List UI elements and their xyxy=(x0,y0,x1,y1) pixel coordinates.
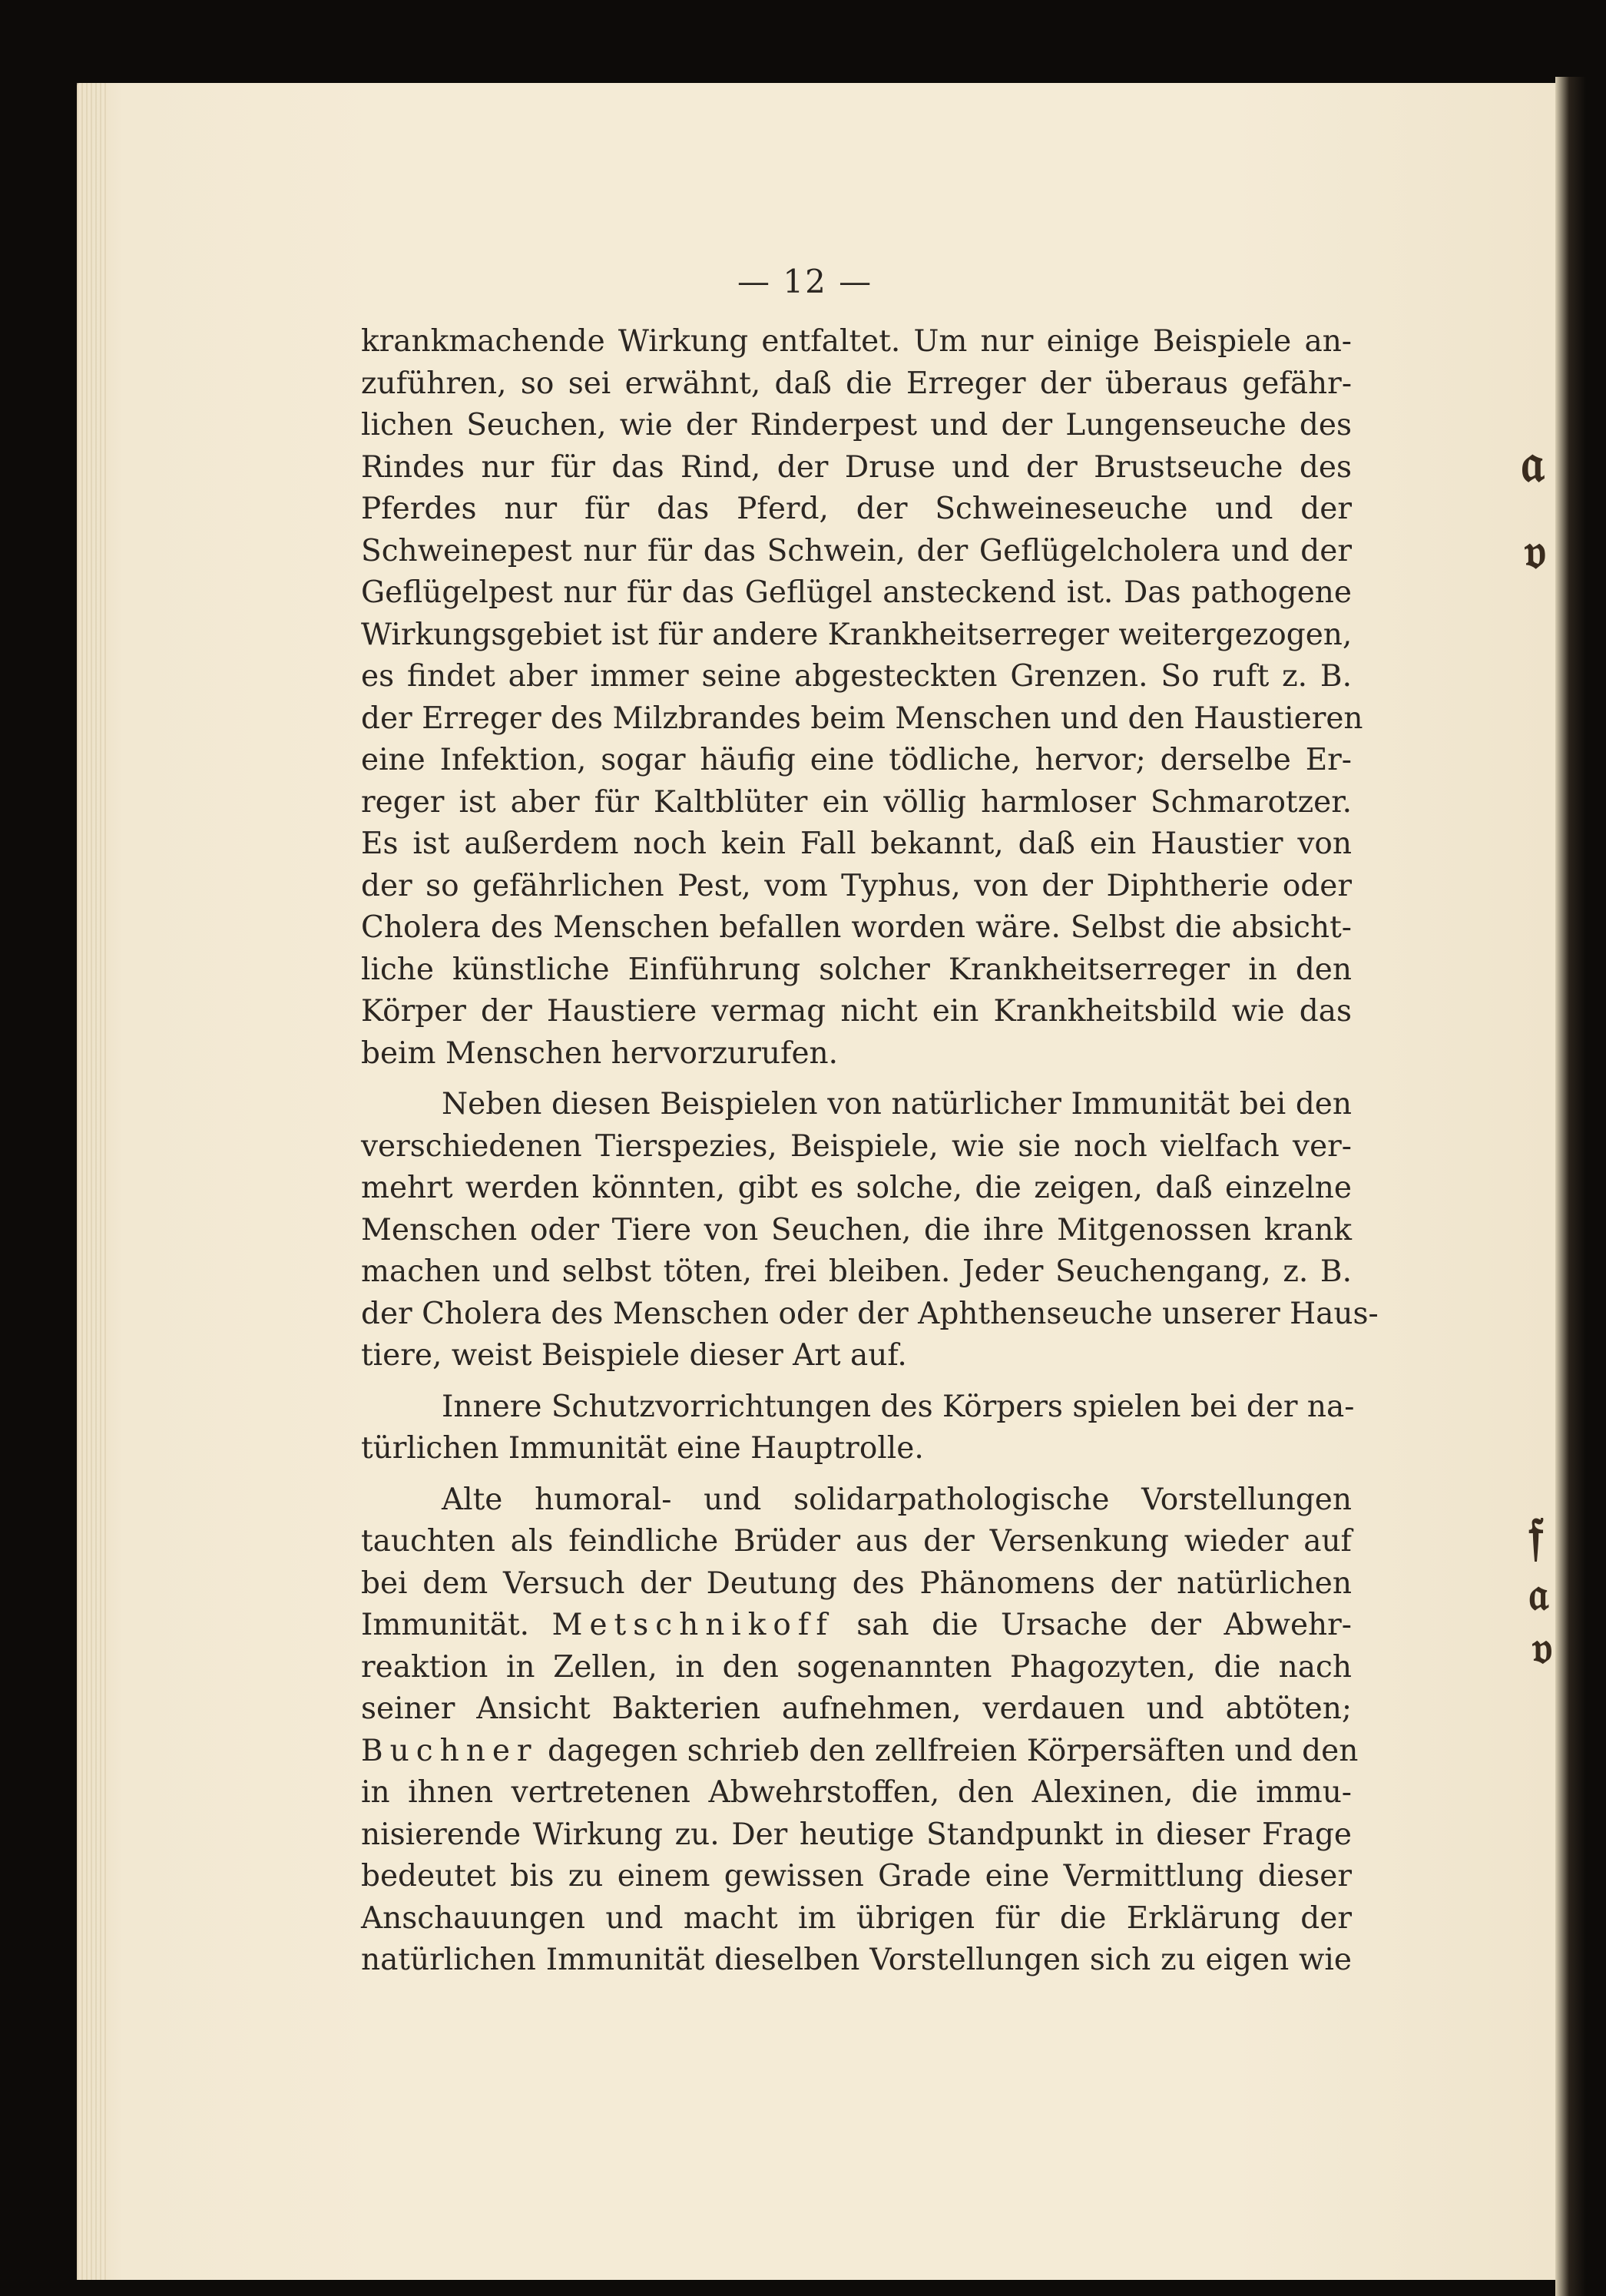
margin-mark: 𝔳 xyxy=(1532,1621,1553,1675)
page-number: — 12 — xyxy=(737,263,873,300)
text-line: nisierende Wirkung zu. Der heutige Standpunkt in dieser Frage xyxy=(361,1817,1352,1852)
text-line: Buchner dagegen schrieb den zellfreien Körpersäften und den xyxy=(361,1733,1359,1768)
text-line: natürlichen Immunität dieselben Vorstellungen sich zu eigen wie xyxy=(361,1943,1352,1977)
text-line: bedeutet bis zu einem gewissen Grade eine Vermittlung dieser xyxy=(361,1859,1352,1893)
text-line: Rindes nur für das Rind, der Druse und der Brustseuche des xyxy=(361,449,1352,485)
text-line: reaktion in Zellen, in den sogenannten Phagozyten, die nach xyxy=(361,1649,1352,1685)
text-line: bei dem Versuch der Deutung des Phänomens der natürlichen xyxy=(361,1565,1352,1601)
text-line: verschiedenen Tierspezies, Beispiele, wie sie noch vielfach ver- xyxy=(361,1128,1352,1164)
text-line: Neben diesen Beispielen von natürlicher Immunität bei den xyxy=(442,1087,1352,1121)
text-line: türlichen Immunität eine Hauptrolle. xyxy=(361,1431,924,1466)
text-line: beim Menschen hervorzurufen. xyxy=(361,1035,839,1071)
page-stack-edges xyxy=(77,83,108,2280)
text-line: Cholera des Menschen befallen worden wäre. Selbst die absicht- xyxy=(361,910,1352,945)
text-line: Immunität. Metschnikoff sah die Ursache der Abwehr- xyxy=(361,1608,1352,1642)
text-line: krankmachende Wirkung entfaltet. Um nur einige Beispiele an- xyxy=(361,324,1352,359)
text-line: Pferdes nur für das Pferd, der Schweineseuche und der xyxy=(361,492,1352,526)
text-line: reger ist aber für Kaltblüter ein völlig harmloser Schmarotzer. xyxy=(361,784,1352,820)
text-line: der Erreger des Milzbrandes beim Menschen und den Haustieren xyxy=(361,701,1363,736)
text-line: Wirkungsgebiet ist für andere Krankheitserreger weitergezogen, xyxy=(361,617,1353,652)
text-line: tiere, weist Beispiele dieser Art auf. xyxy=(361,1338,907,1373)
margin-mark: 𝔳 xyxy=(1525,522,1547,580)
text-line: der so gefährlichen Pest, vom Typhus, von der Diphtherie oder xyxy=(361,868,1352,903)
text-line: Anschauungen und macht im übrigen für die Erklärung der xyxy=(361,1900,1352,1936)
text-line: in ihnen vertretenen Abwehrstoffen, den Alexinen, die immu- xyxy=(361,1775,1352,1810)
book-spine-edge xyxy=(1555,77,1606,2296)
margin-mark: 𝔞 xyxy=(1521,430,1545,494)
text-line: seiner Ansicht Bakterien aufnehmen, verdauen und abtöten; xyxy=(361,1691,1352,1726)
margin-mark: 𝔣 xyxy=(1528,1506,1544,1565)
text-line: Körper der Haustiere vermag nicht ein Krankheitsbild wie das xyxy=(361,994,1352,1029)
author-name: Metschnikoff xyxy=(551,1608,834,1642)
text-line: lichen Seuchen, wie der Rinderpest und der Lungenseuche des xyxy=(361,408,1352,442)
text-line: liche künstliche Einführung solcher Krankheitserreger in den xyxy=(361,952,1352,987)
text-line: Alte humoral- und solidarpathologische Vorstellungen xyxy=(442,1482,1352,1517)
body-text xyxy=(361,321,1379,1982)
text-line: tauchten als feindliche Brüder aus der Versenkung wieder auf xyxy=(361,1524,1352,1559)
author-name: Buchner xyxy=(361,1733,538,1768)
text-line: es findet aber immer seine abgesteckten Grenzen. So ruft z. B. xyxy=(361,659,1352,694)
margin-mark: 𝔞 xyxy=(1528,1567,1549,1621)
text-line: Menschen oder Tiere von Seuchen, die ihre Mitgenossen krank xyxy=(361,1212,1352,1247)
text-line: Schweinepest nur für das Schwein, der Geflügelcholera und der xyxy=(361,533,1352,568)
text-line: Innere Schutzvorrichtungen des Körpers spielen bei der na- xyxy=(442,1389,1355,1424)
text-line: zuführen, so sei erwähnt, daß die Erreger der überaus gefähr- xyxy=(361,366,1352,401)
text-line: machen und selbst töten, frei bleiben. Jeder Seuchengang, z. B. xyxy=(361,1254,1352,1289)
text-line: Geflügelpest nur für das Geflügel ansteckend ist. Das pathogene xyxy=(361,575,1352,610)
text-line: der Cholera des Menschen oder der Aphthenseuche unserer Haus- xyxy=(361,1296,1379,1331)
text-line: eine Infektion, sogar häufig eine tödliche, hervor; derselbe Er- xyxy=(361,743,1352,777)
text-line: mehrt werden könnten, gibt es solche, die zeigen, daß einzelne xyxy=(361,1171,1352,1205)
text-line: Es ist außerdem noch kein Fall bekannt, daß ein Haustier von xyxy=(361,827,1352,861)
